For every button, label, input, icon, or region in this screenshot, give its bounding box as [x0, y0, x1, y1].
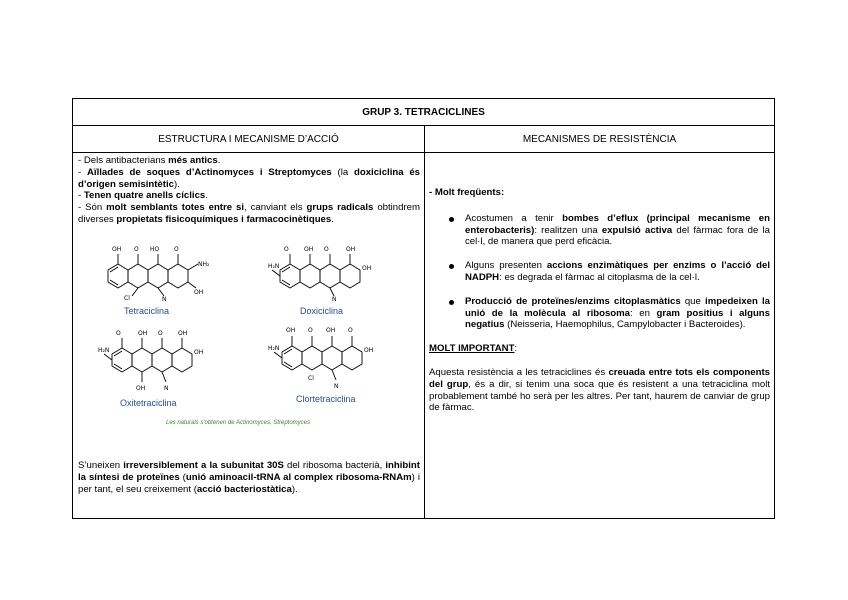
structures-caption: Les naturals s'obtenen de Actinomyces, Streptomyces [166, 419, 310, 426]
bullet-3: - Tenen quatre anells cíclics. [78, 190, 208, 202]
label-oxytetracycline: Oxitetraciclina [120, 397, 177, 408]
svg-text:O: O [174, 245, 179, 253]
svg-text:O: O [116, 329, 121, 337]
svg-text:NH₂: NH₂ [198, 260, 210, 268]
table-title: GRUP 3. TETRACICLINES [73, 99, 774, 126]
svg-text:OH: OH [362, 264, 372, 272]
structures-figure [78, 236, 420, 441]
bullet-1: - Dels antibacterians més antics. [78, 155, 221, 166]
svg-text:OH: OH [138, 329, 148, 337]
resistance-item: Acostumen a tenir bombes d’eflux (principal mecanisme en enterobacteris): realitzen una expulsió activa del fàrmac fora de la cel·l, de manera que perd eficàcia. [429, 213, 770, 248]
svg-text:OH: OH [346, 245, 356, 253]
important-heading: MOLT IMPORTANT: [429, 343, 518, 355]
doxycycline-structure [268, 240, 388, 302]
svg-text:OH: OH [178, 329, 188, 337]
important-text: Aquesta resistència a les tetraciclines és creuada entre tots els components del grup, és a dir, si tenim una soca que és resistent a una tetraciclina molt probablement també ho serà per les altres. Per tant, haurem de canviar de grup de fàrmac. [429, 366, 771, 414]
oxytetracycline-structure [98, 324, 218, 392]
svg-text:N: N [332, 295, 337, 302]
label-doxycycline: Doxiciclina [300, 305, 344, 316]
svg-text:OH: OH [112, 245, 122, 253]
chlortetracycline-structure [268, 320, 388, 388]
resistance-intro: - Molt freqüents: [429, 187, 505, 198]
header-resistance: MECANISMES DE RESISTÈNCIA [522, 133, 677, 145]
header-structure: ESTRUCTURA I MECANISME D’ACCIÓ [73, 126, 425, 152]
svg-text:O: O [284, 245, 289, 253]
svg-text:O: O [348, 326, 353, 334]
svg-text:H₂N: H₂N [268, 344, 280, 352]
resistance-list [429, 213, 770, 331]
svg-text:OH: OH [304, 245, 314, 253]
svg-text:OH: OH [326, 326, 336, 334]
svg-text:N: N [334, 382, 339, 388]
svg-text:OH: OH [136, 384, 146, 392]
label-chlortetracycline: Clortetraciclina [296, 393, 356, 404]
svg-text:OH: OH [286, 326, 296, 334]
svg-text:O: O [308, 326, 313, 334]
bullet-icon [449, 300, 454, 305]
svg-text:O: O [134, 245, 139, 253]
svg-text:OH: OH [194, 348, 204, 356]
bullet-2: - Aïllades de soques d’Actinomyces i Streptomyces (la doxiciclina és d’origen semisintètic). [78, 166, 420, 190]
resistance-item: Producció de proteïnes/enzims citoplasmàtics que impedeixen la unió de la molècula al ribosoma: en gram positius i alguns negatius (Neisseria, Haemophilus, Campylobacter i Bacteroides). [429, 296, 770, 331]
bullet-4: - Són molt semblants totes entre si, canviant els grups radicals obtindrem diverses propietats fisicoquímiques i farmacocinètiques. [78, 202, 420, 225]
svg-text:H₂N: H₂N [268, 262, 280, 270]
svg-text:N: N [164, 384, 169, 392]
structure-column [73, 153, 425, 518]
svg-text:Cl: Cl [124, 294, 130, 302]
bullet-icon [449, 264, 454, 269]
bullet-icon [449, 217, 454, 222]
resistance-column [425, 153, 774, 518]
svg-text:O: O [324, 245, 329, 253]
svg-text:O: O [158, 329, 163, 337]
svg-text:Cl: Cl [308, 374, 314, 382]
svg-text:HO: HO [150, 245, 160, 253]
svg-text:H₂N: H₂N [98, 346, 110, 354]
label-tetracycline: Tetraciclina [124, 305, 170, 316]
tetracycline-structure [98, 240, 218, 302]
header-row [73, 126, 774, 153]
svg-text:N: N [162, 295, 167, 302]
content-row [73, 153, 774, 518]
tetracycline-table [72, 98, 775, 519]
svg-text:OH: OH [364, 346, 374, 354]
svg-text:OH: OH [194, 288, 204, 296]
mechanism-text: S’uneixen irreversiblement a la subunitat 30S del ribosoma bacterià, inhibint la síntesi de proteïnes (unió aminoacil-tRNA al complex ribosoma-RNAm) i per tant, el seu creixement (acció bacteriostàtica). [78, 460, 420, 495]
resistance-item: Alguns presenten accions enzimàtiques per enzims o l’acció del NADPH: es degrada el fàrmac al citoplasma de la cel·l. [429, 260, 770, 284]
